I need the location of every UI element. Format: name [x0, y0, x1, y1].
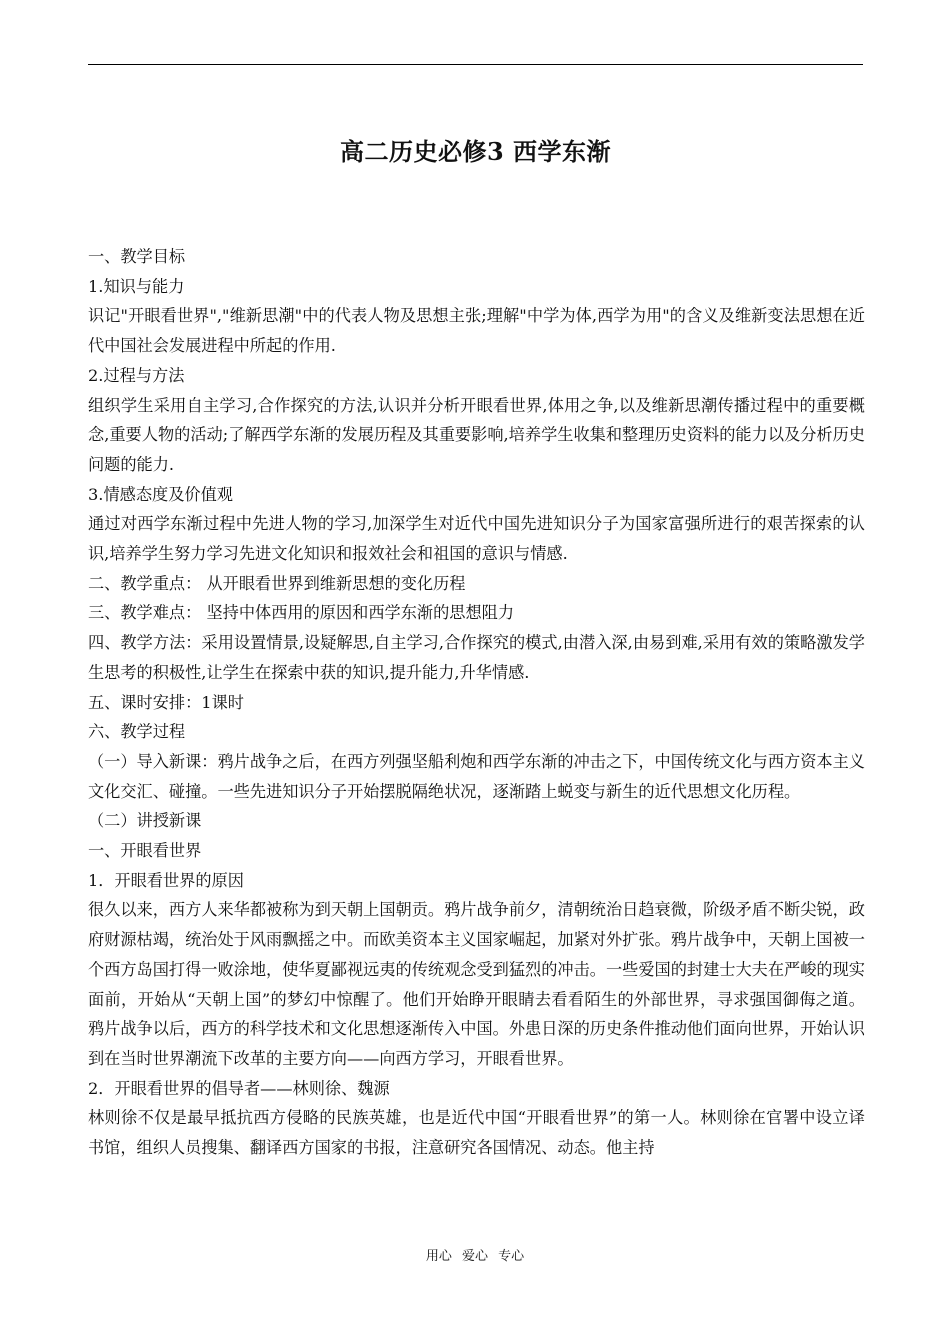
header-rule [88, 64, 863, 65]
subheading-values: 3.情感态度及价值观 [88, 484, 233, 504]
paragraph-knowledge: 识记"开眼看世界","维新思潮"中的代表人物及思想主张;理解"中学为体,西学为用"的含义及维新变法思想在近代中国社会发展进程中所起的作用. [88, 306, 865, 356]
subheading-reasons: 1．开眼看世界的原因 [88, 870, 244, 890]
subheading-process: 2.过程与方法 [88, 365, 185, 385]
document-body [88, 242, 865, 1163]
paragraph-introduction: （一）导入新课：鸦片战争之后，在西方列强坚船利炮和西学东渐的冲击之下，中国传统文化与西方资本主义文化交汇、碰撞。一些先进知识分子开始摆脱隔绝状况，逐渐踏上蜕变与新生的近代思想文化历程。 [88, 751, 865, 801]
paragraph-values: 通过对西学东渐过程中先进人物的学习,加深学生对近代中国先进知识分子为国家富强所进行的艰苦探索的认识,培养学生努力学习先进文化知识和报效社会和祖国的意识与情感. [88, 514, 865, 564]
heading-teaching-process: 六、教学过程 [88, 722, 186, 742]
class-hours: 五、课时安排：1课时 [88, 692, 244, 712]
document-title: 高二历史必修3 西学东渐 [339, 137, 612, 166]
paragraph-reasons: 很久以来，西方人来华都被称为到天朝上国朝贡。鸦片战争前夕，清朝统治日趋衰微，阶级矛盾不断尖锐，政府财源枯竭，统治处于风雨飘摇之中。而欧美资本主义国家崛起，加紧对外扩张。鸦片战争中，天朝上国被一个西方岛国打得一败涂地，使华夏鄙视远夷的传统观念受到猛烈的冲击。一些爱国的封建士大夫在严峻的现实面前，开始从“天朝上国”的梦幻中惊醒了。他们开始睁开眼睛去看看陌生的外部世界，寻求强国御侮之道。鸦片战争以后，西方的科学技术和文化思想逐渐传入中国。外患日深的历史条件推动他们面向世界，开始认识到在当时世界潮流下改革的主要方向——向西方学习，开眼看世界。 [88, 900, 865, 1068]
teaching-method: 四、教学方法：采用设置情景,设疑解思,自主学习,合作探究的模式,由潜入深,由易到难,采用有效的策略激发学生思考的积极性,让学生在探索中获的知识,提升能力,升华情感. [88, 633, 865, 682]
heading-teaching-goals: 一、教学目标 [88, 247, 186, 266]
heading-open-eyes: 一、开眼看世界 [88, 841, 202, 861]
subheading-knowledge: 1.知识与能力 [88, 276, 185, 296]
subheading-advocates: 2．开眼看世界的倡导者——林则徐、魏源 [88, 1078, 390, 1098]
paragraph-process: 组织学生采用自主学习,合作探究的方法,认识并分析开眼看世界,体用之争,以及维新思潮传播过程中的重要概念,重要人物的活动;了解西学东渐的发展历程及其重要影响,培养学生收集和整理历史资料的能力以及分析历史问题的能力. [88, 395, 865, 474]
teaching-key-point: 二、教学重点： 从开眼看世界到维新思想的变化历程 [88, 573, 466, 593]
page-footer: 用心 爱心 专心 [425, 1249, 525, 1264]
teaching-difficulty: 三、教学难点： 坚持中体西用的原因和西学东渐的思想阻力 [88, 603, 515, 623]
paragraph-lin-zexu: 林则徐不仅是最早抵抗西方侵略的民族英雄，也是近代中国“开眼看世界”的第一人。林则徐在官署中设立译书馆，组织人员搜集、翻译西方国家的书报，注意研究各国情况、动态。他主持 [88, 1108, 865, 1158]
subheading-new-lesson: （二）讲授新课 [88, 811, 202, 831]
